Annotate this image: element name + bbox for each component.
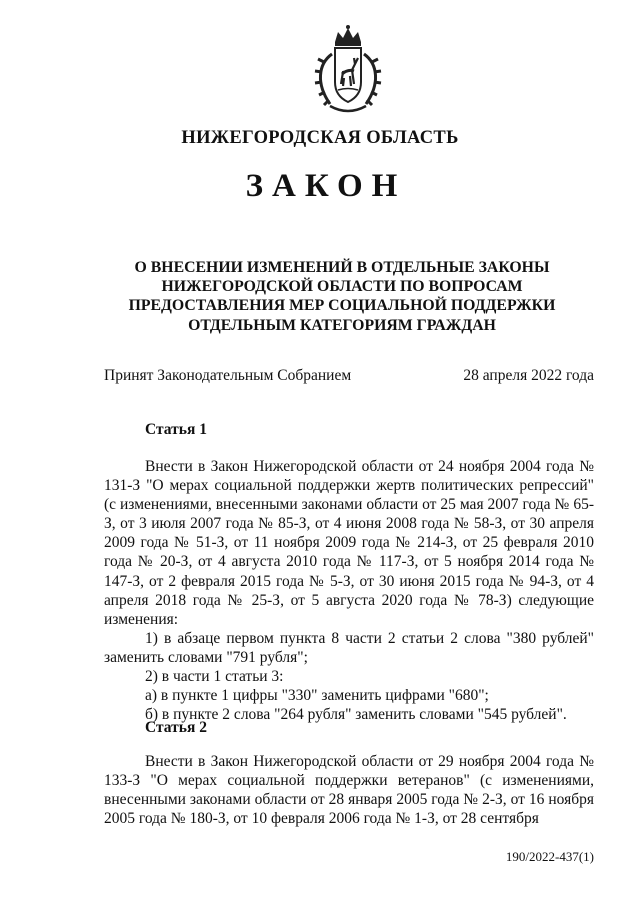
article-1-intro: Внести в Закон Нижегородской области от 24 ноября 2004 года № 131-З "О мерах социальной поддержки жертв политических репрессий" (с изменениями, внесенными законами области от 25 мая 2007 года № 65-З, от 3 июля 2007 года № 85-З, от 4 июня 2008 года № 58-З, от 30 апреля 2009 года № 51-З, от 11 ноября 2009 года № 214-З, от 25 февраля 2010 года № 20-З, от 4 августа 2010 года № 117-З, от 5 ноября 2014 года № 147-З, от 2 февраля 2015 года № 5-З, от 30 июня 2015 года № 94-З, от 4 апреля 2018 года № 25-З, от 5 августа 2020 года № 78-З) следующие изменения: [104,458,594,628]
article-1-item: б) в пункте 2 слова "264 рубля" заменить словами "545 рублей". [145,706,567,724]
article-2-body [104,752,594,828]
article-1-item: 1) в абзаце первом пункта 8 части 2 статьи 2 слова "380 рублей" заменить словами "791 рубля"; [104,629,594,666]
article-1-item: 2) в части 1 статьи 3: [145,668,284,686]
law-heading-line: О ВНЕСЕНИИ ИЗМЕНЕНИЙ В ОТДЕЛЬНЫЕ ЗАКОНЫ [134,259,550,276]
law-heading [80,258,604,335]
adoption-date: 28 апреля 2022 года [463,367,594,384]
law-heading-line: ОТДЕЛЬНЫМ КАТЕГОРИЯМ ГРАЖДАН [188,316,496,334]
law-heading-line: ПРЕДОСТАВЛЕНИЯ МЕР СОЦИАЛЬНОЙ ПОДДЕРЖКИ [128,297,556,315]
article-2-title: Статья 2 [145,719,207,736]
article-1-title: Статья 1 [145,421,207,438]
document-code: 190/2022-437(1) [505,849,594,864]
adoption-text: Принят Законодательным Собранием [104,367,352,384]
law-heading-line: НИЖЕГОРОДСКОЙ ОБЛАСТИ ПО ВОПРОСАМ [161,278,523,296]
law-type-title: ЗАКОН [245,168,407,204]
article-2-intro: Внести в Закон Нижегородской области от 29 ноября 2004 года № 133-З "О мерах социальной поддержки ветеранов" (с изменениями, внесенными законами области от 28 января 2005 года № 2-З, от 16 ноября 2005 года № 180-З, от 10 февраля 2006 года № 1-З, от 28 сентября [104,753,594,828]
article-1-body [104,457,594,724]
article-1-item: а) в пункте 1 цифры "330" заменить цифрами "680"; [145,687,489,705]
coat-of-arms-icon [308,24,388,116]
region-title: НИЖЕГОРОДСКАЯ ОБЛАСТЬ [181,128,459,148]
